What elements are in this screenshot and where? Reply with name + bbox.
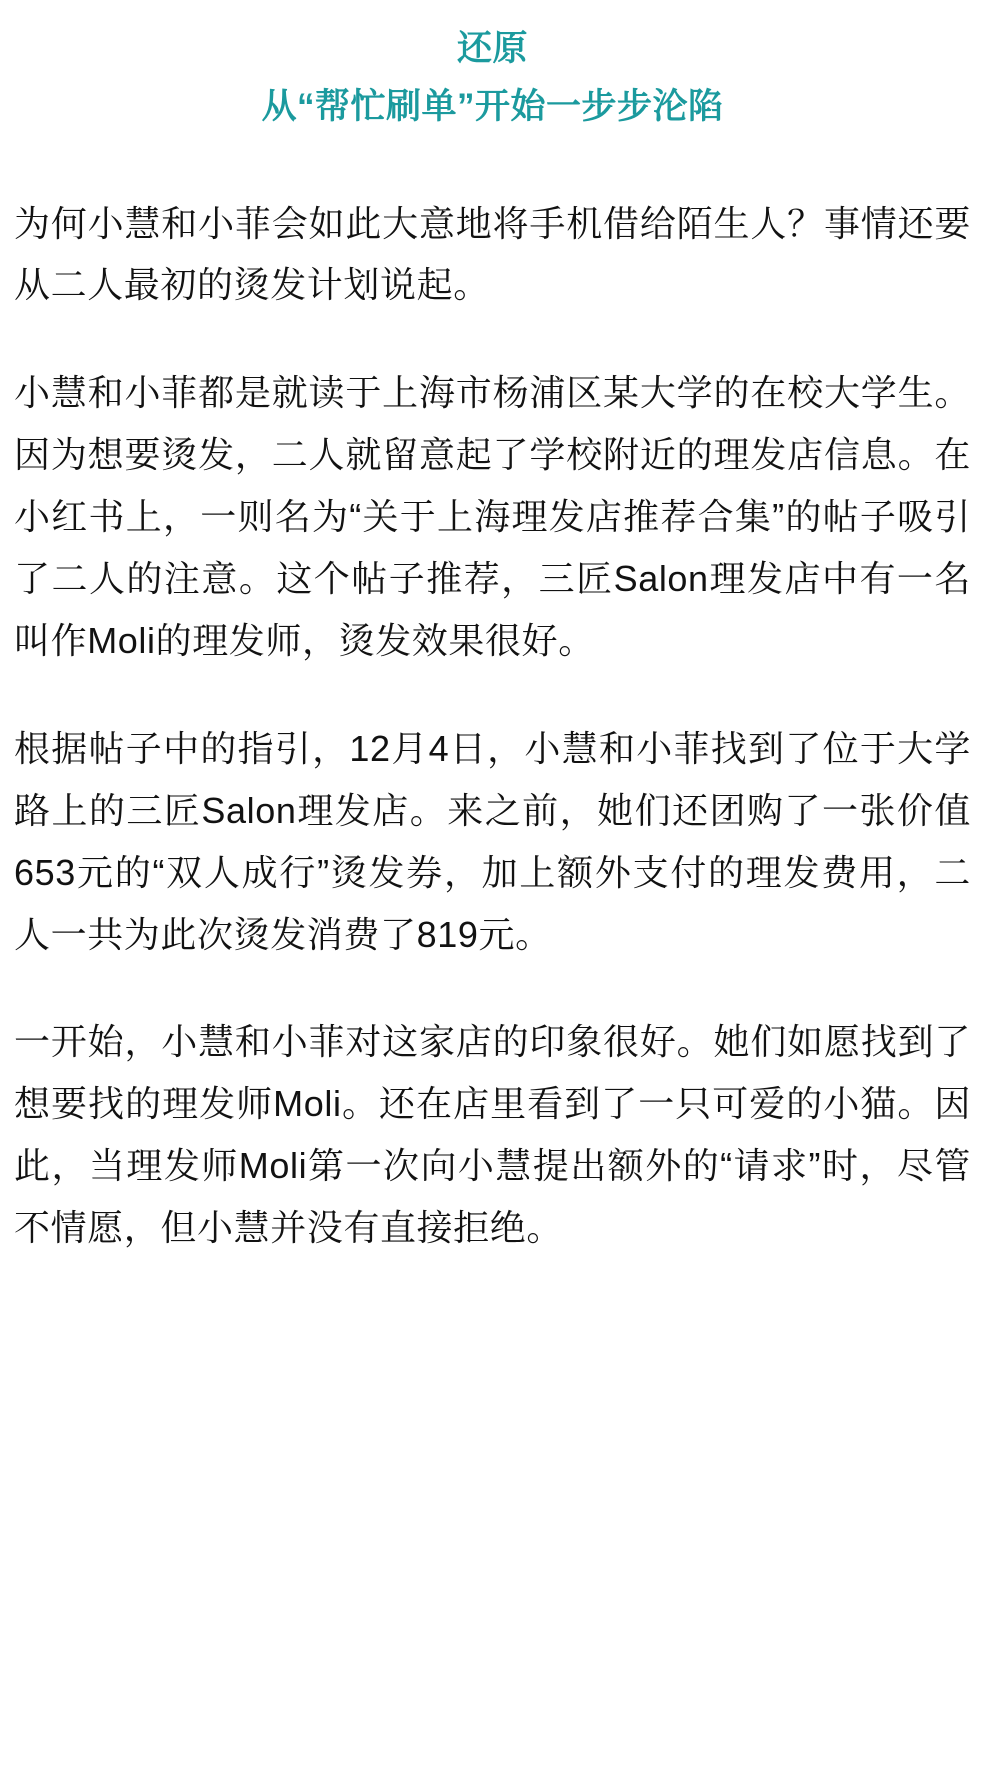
article-paragraph: 小慧和小菲都是就读于上海市杨浦区某大学的在校大学生。因为想要烫发，二人就留意起了学校附近的理发店信息。在小红书上，一则名为“关于上海理发店推荐合集”的帖子吸引了二人的注意。这个帖子推荐，三匠Salon理发店中有一名叫作Moli的理发师，烫发效果很好。	[14, 372, 971, 661]
article-headline	[14, 22, 971, 135]
article-paragraph: 一开始，小慧和小菲对这家店的印象很好。她们如愿找到了想要找的理发师Moli。还在店里看到了一只可爱的小猫。因此，当理发师Moli第一次向小慧提出额外的“请求”时，尽管不情愿，但小慧并没有直接拒绝。	[14, 1021, 971, 1249]
article-body	[14, 193, 971, 1260]
headline-line-1: 还原	[456, 29, 528, 68]
article-paragraph: 根据帖子中的指引，12月4日，小慧和小菲找到了位于大学路上的三匠Salon理发店。来之前，她们还团购了一张价值653元的“双人成行”烫发券，加上额外支付的理发费用，二人一共为此次烫发消费了819元。	[14, 727, 971, 955]
article-paragraph: 为何小慧和小菲会如此大意地将手机借给陌生人？事情还要从二人最初的烫发计划说起。	[14, 202, 971, 306]
headline-line-2: 从“帮忙刷单”开始一步步沦陷	[261, 87, 724, 127]
